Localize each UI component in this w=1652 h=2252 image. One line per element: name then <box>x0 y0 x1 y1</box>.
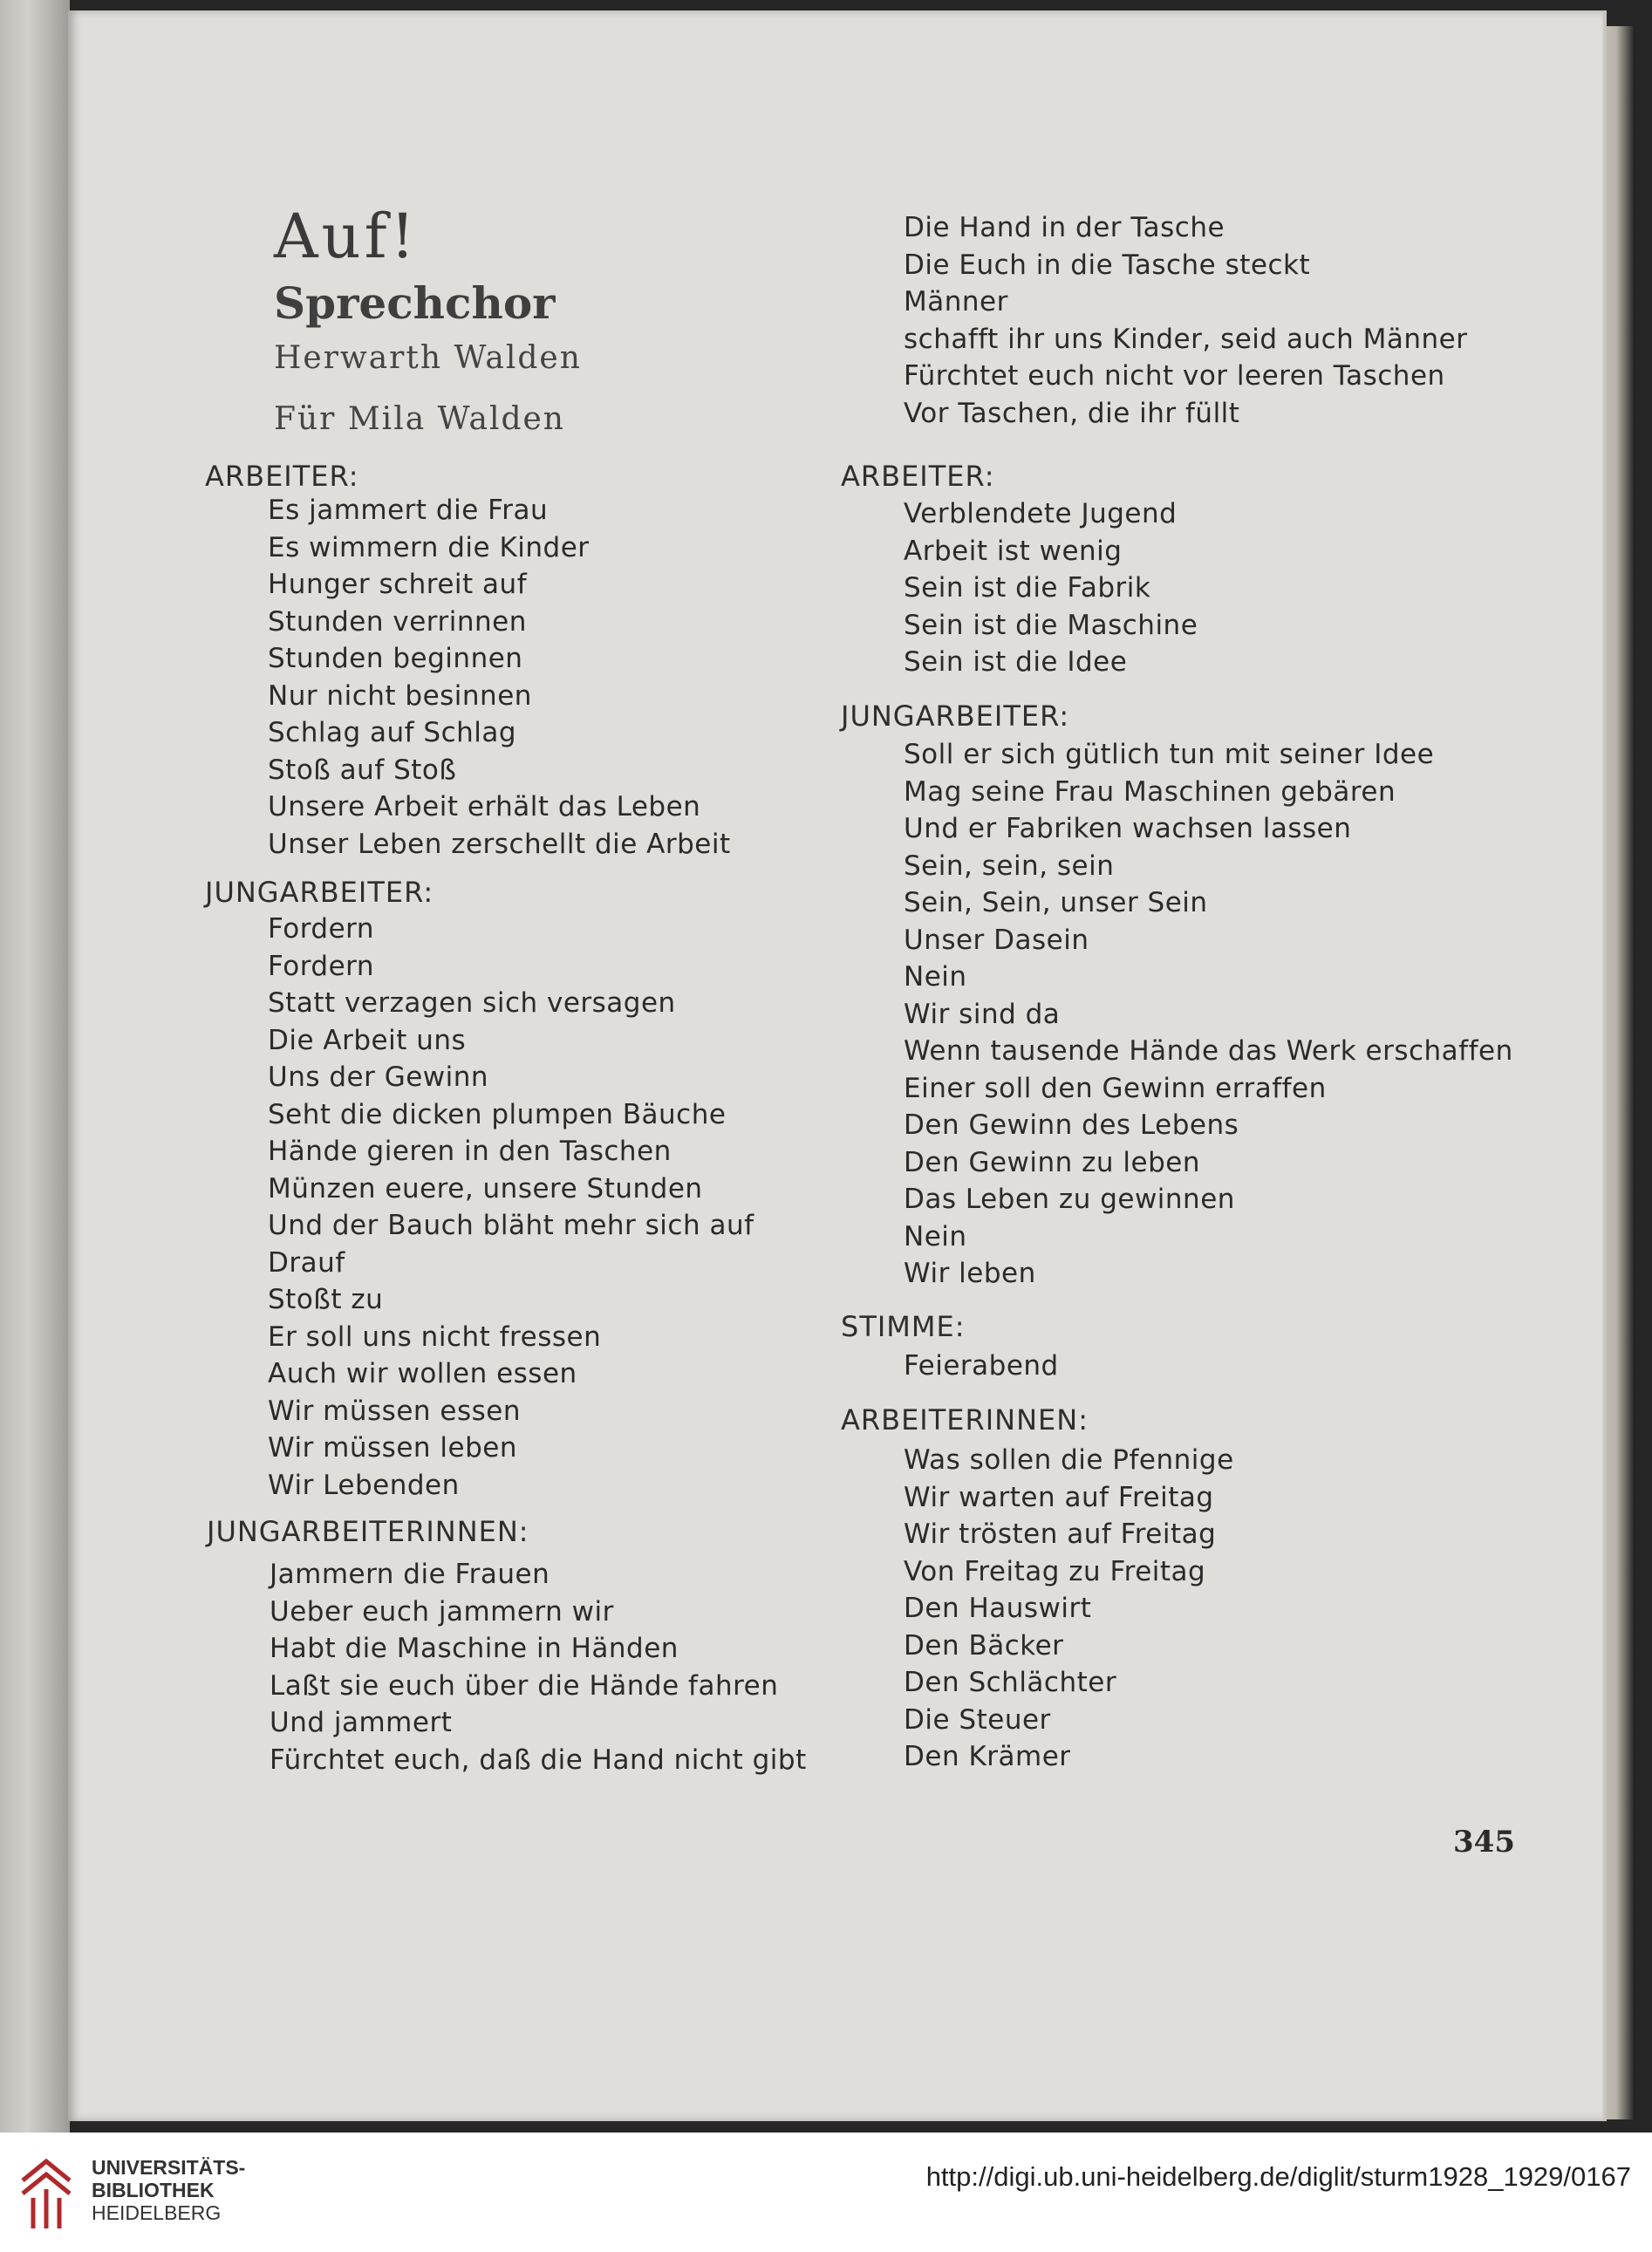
verse-line: Fordern <box>268 913 374 945</box>
verse-line: Den Schlächter <box>904 1667 1117 1698</box>
verse-line: Wir müssen essen <box>268 1395 521 1427</box>
verse-line: Die Steuer <box>904 1703 1051 1736</box>
verse-line: Die Hand in der Tasche <box>904 212 1225 243</box>
verse-line: Den Bäcker <box>904 1629 1064 1662</box>
verse-block <box>270 1556 807 1778</box>
verse-line: Sein, Sein, unser Sein <box>904 887 1208 918</box>
verse-line: Mag seine Frau Maschinen gebären <box>904 775 1396 808</box>
verse-line: Fürchtet euch, daß die Hand nicht gibt <box>270 1744 807 1776</box>
library-logo-icon <box>16 2146 77 2233</box>
verse-line: Wir warten auf Freitag <box>904 1481 1214 1513</box>
verse-line: Wir trösten auf Freitag <box>904 1518 1217 1550</box>
verse-line: Wir sind da <box>904 998 1061 1030</box>
verse-line: Sein ist die Maschine <box>904 609 1198 641</box>
verse-line: Den Krämer <box>904 1741 1071 1772</box>
verse-line: Die Euch in die Tasche steckt <box>904 249 1311 281</box>
poem-subtitle: Sprechchor <box>274 277 556 329</box>
verse-line: Sein ist die Idee <box>904 646 1128 678</box>
verse-line: Nur nicht besinnen <box>268 679 532 712</box>
speaker-label: JUNGARBEITER: <box>841 699 1070 733</box>
verse-line: Stunden beginnen <box>268 643 523 674</box>
verse-line: Drauf <box>268 1246 345 1279</box>
speaker-label: ARBEITER: <box>841 460 995 493</box>
poem-dedication: Für Mila Walden <box>274 401 565 437</box>
verse-line: Stunden verrinnen <box>268 605 527 638</box>
verse-line: Soll er sich gütlich tun mit seiner Idee <box>904 739 1435 770</box>
verse-line: Münzen euere, unsere Stunden <box>268 1172 703 1204</box>
book-page <box>68 10 1607 2121</box>
book-spine <box>0 0 70 2133</box>
verse-line: Das Leben zu gewinnen <box>904 1184 1235 1215</box>
verse-line: schafft ihr uns Kinder, seid auch Männer <box>904 323 1468 355</box>
verse-line: Auch wir wollen essen <box>268 1358 577 1389</box>
verse-line: Fordern <box>268 950 374 982</box>
verse-line: Statt verzagen sich versagen <box>268 987 676 1019</box>
verse-line: Wenn tausende Hände das Werk erschaffen <box>904 1035 1513 1067</box>
verse-line: Die Arbeit uns <box>268 1024 467 1056</box>
verse-block <box>904 1348 1059 1385</box>
verse-line: Männer <box>904 286 1008 317</box>
speaker-label: JUNGARBEITER: <box>205 876 434 909</box>
verse-line: Unsere Arbeit erhält das Leben <box>268 791 701 822</box>
verse-line: Unser Dasein <box>904 924 1089 956</box>
verse-line: Fürchtet euch nicht vor leeren Taschen <box>904 360 1445 392</box>
verse-line: Feierabend <box>904 1350 1059 1382</box>
verse-line: Und der Bauch bläht mehr sich auf <box>268 1210 754 1241</box>
verse-line: Stoß auf Stoß <box>268 754 457 786</box>
verse-line: Unser Leben zerschellt die Arbeit <box>268 828 731 860</box>
library-name <box>92 2156 245 2224</box>
verse-line: Sein ist die Fabrik <box>904 572 1151 604</box>
verse-line: Von Freitag zu Freitag <box>904 1555 1206 1587</box>
verse-line: Arbeit ist wenig <box>904 535 1123 567</box>
poem-author: Herwarth Walden <box>274 340 582 376</box>
verse-line: Wir Lebenden <box>268 1469 460 1501</box>
verse-line: Stoßt zu <box>268 1284 384 1315</box>
verse-line: Nein <box>904 961 967 993</box>
verse-line: Er soll uns nicht fressen <box>268 1320 602 1353</box>
verse-line: Und jammert <box>270 1707 453 1738</box>
page-number: 345 <box>1453 1825 1515 1860</box>
verse-block <box>904 209 1468 432</box>
verse-line: Jammern die Frauen <box>270 1559 550 1590</box>
verse-line: Wir leben <box>904 1258 1036 1289</box>
verse-block <box>904 495 1198 681</box>
speaker-label: STIMME: <box>841 1310 966 1343</box>
library-name-line: HEIDELBERG <box>92 2201 222 2224</box>
verse-line: Den Gewinn des Lebens <box>904 1109 1239 1141</box>
verse-block <box>904 736 1513 1293</box>
verse-line: Laßt sie euch über die Hände fahren <box>270 1669 779 1702</box>
verse-line: Einer soll den Gewinn erraffen <box>904 1072 1327 1104</box>
verse-line: Den Hauswirt <box>904 1593 1092 1624</box>
verse-line: Uns der Gewinn <box>268 1061 489 1093</box>
verse-line: Vor Taschen, die ihr füllt <box>904 397 1240 429</box>
library-name-line: UNIVERSITÄTS- <box>92 2156 246 2179</box>
verse-line: Hunger schreit auf <box>268 569 528 600</box>
verse-block <box>268 911 754 1504</box>
permalink[interactable]: http://digi.ub.uni-heidelberg.de/diglit/sturm1928_1929/0167 <box>925 2161 1631 2192</box>
verse-line: Schlag auf Schlag <box>268 717 517 748</box>
speaker-label: ARBEITERINNEN: <box>841 1403 1089 1437</box>
verse-line: Verblendete Jugend <box>904 498 1178 529</box>
speaker-label: JUNGARBEITERINNEN: <box>207 1515 529 1548</box>
verse-line: Hände gieren in den Taschen <box>268 1136 672 1167</box>
verse-line: Und er Fabriken wachsen lassen <box>904 813 1352 844</box>
verse-line: Sein, sein, sein <box>904 850 1115 882</box>
poem-title: Auf! <box>274 201 419 272</box>
verse-block <box>268 492 731 863</box>
verse-line: Wir müssen leben <box>268 1432 517 1464</box>
verse-line: Seht die dicken plumpen Bäuche <box>268 1098 727 1130</box>
verse-line: Es wimmern die Kinder <box>268 531 590 563</box>
library-name-line: BIBLIOTHEK <box>92 2179 215 2201</box>
verse-line: Nein <box>904 1220 967 1252</box>
verse-line: Den Gewinn zu leben <box>904 1146 1201 1178</box>
verse-line: Habt die Maschine in Händen <box>270 1633 679 1664</box>
verse-line: Ueber euch jammern wir <box>270 1595 614 1628</box>
speaker-label: ARBEITER: <box>205 460 359 493</box>
verse-line: Es jammert die Frau <box>268 495 549 526</box>
verse-line: Was sollen die Pfennige <box>904 1444 1234 1476</box>
verse-block <box>904 1442 1234 1776</box>
